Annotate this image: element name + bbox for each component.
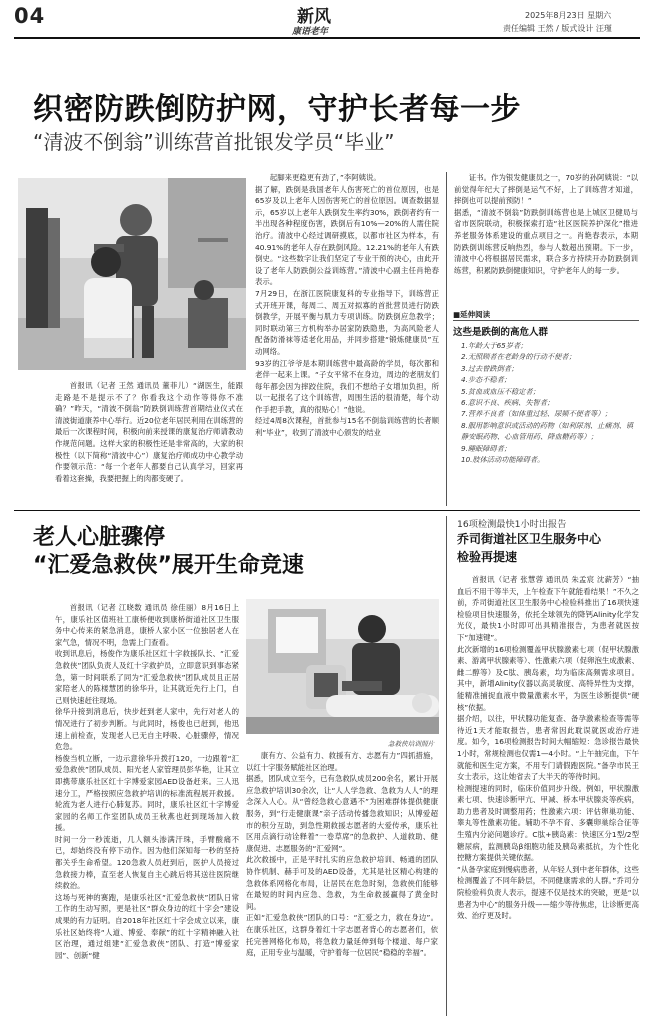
cpr-photo [246, 599, 439, 734]
editors-credit: 责任编辑 王然 / 版式设计 汪瑾 [503, 24, 612, 33]
sidebar-list-item: 8.服用影响意识或活动的药物（如利尿剂、止痛剂、镇静安眠药物、心血管用药、降血糖药等）； [461, 420, 634, 442]
sidebar-list-item: 4.步态不稳者； [461, 375, 511, 385]
article1-column-1: 首报讯（记者 王然 通讯员 董菲儿）“湖医生，能跟走路是不是提示不了？你看我这个动作等得你不准确？”昨天，“清波不倒翁”防跌倒训练营首期结业仪式在清波街道康养中心举行。近20位老年居民利用在训练营的最后一次课程时间，积极向前来授课的康复治疗师请教动作规范问题。这样大家的积极性还是非常高的，大家的积极性（以下简称“清波中心”）康复治疗师成功中心教学动作要领示范：“每一个老年人都要自己认真学习，回家再看着这套操，我要把握上的肉都变硬了。 [55, 381, 243, 483]
sidebar-tag: ■延伸阅读 [453, 310, 491, 319]
article3-body: 首报讯（记者 张慧蓉 通讯员 朱孟宸 沈薪芳）“抽血后不用干等半天，上午检查下午就能看结果！”不久之前，乔司街道社区卫生服务中心检验科推出了16项快速检验项目快速服务，依托全球领先的降钙Alinity化学发光仪，最快1小时即可出具精准报告，为患者就医按下“加速键”。 此次新增的16项检测覆盖甲状腺激素七项（促甲状腺激素、游离甲状腺素等）、性激素六项（促卵泡生成激素、雌二醇等）及C肽、胰岛素，均为临床高频需求项目。其中，新增Alinity仪器以高灵敏度、高特异性为支撑，能精准捕捉血液中微量激素水平，为医生诊断提供“硬核”依据。 据介绍，以往，甲状腺功能复查、备孕激素检查等需等待近1天才能取报告，患者常因此耽误就医或治疗进度。如今，16项检测报告时间大幅缩短：急诊报告最快1小时，常规检测也仅需1—4小时。“上午抽完血，下午就能和医生定方案，不用专门请假跑医院。”备孕市民王女士表示，这让她省去了大半天的等待时间。 检测提速的同时，临床价值同步升级。例如，甲状腺激素七项、快速诊断甲亢、甲减、桥本甲状腺炎等疾病，助力患者及时调整用药；性激素六项：评估卵巢功能、睾丸等性激素功能。辅助不孕不育、多囊卵巢综合征等生殖内分泌问题诊疗。C肽+胰岛素：快速区分1型/2型糖尿病，监测胰岛β细胞功能及胰岛素抵抗，为个性化控糖方案提供关键依据。 “从备孕家庭到慢病患者，从年轻人到中老年群体，这些检测覆盖了不同年龄层，不同健康需求的人群。”乔司分院检验科负责人表示，提速不仅是技术的突破，更是“以患者为中心”的服务升级——缩少等待焦虑，让诊断更高效、治疗更及时。 [457, 575, 639, 921]
sidebar-list-item: 9.睡眠障碍者； [461, 443, 511, 453]
sidebar-list-item: 5.贫血或血压不稳定者； [461, 386, 540, 396]
article3-headline-line2: 检验再提速 [457, 550, 518, 564]
article1-column-2: 起脚来更稳更有劲了，”李阿姨说。 据了解，跌倒是我国老年人伤害死亡的首位原因，也是65岁及以上老年人因伤害死亡的首位原因。调查数据显示，65岁以上老年人跌倒发生率约30%，跌倒者约有一半出现各种程度伤害，跌倒后有10%—20%的人需住院治疗。清波中心经过调研摸底，以都市社区为样本，有40.91%的老年人存在跌倒风险。12.21%的老年人有跌倒史。“这些数字让我们坚定了专业干预的决心，由此开设了老年人防跌倒公益训练营。”清波中心副主任肖艳春表示。 7月29日，在浙江医院康复科的专业指导下，训练营正式开班开课，每周二、周五对拟寡的首批营员进行防跌倒教学，开展平衡与肌力专项训练。防跌倒应急教学；同时联动第三方机构举办居家防跌隐患，为高风险老人配备防滑袜等适老化用品，并同步搭建“锻炼健康员”互动网络。 93岁的江爷爷是本期训练营中最高龄的学员，每次都和老伴一起来上课。“子女平常不在身边，周边的老朋友们每年都会因为摔跤住院，我们不想给子女增加负担，所以一起报名了这个训练营，周围生活的很清楚，每个动作手把手教，真的很贴心！”他说。 经过4周8次课程，首批参与15名不倒翁训练营的长者顺利“毕业”，收到了清波中心颁发的结业 [255, 173, 439, 438]
sidebar-rule [453, 320, 639, 321]
sidebar-title: 这些是跌倒的高危人群 [453, 327, 549, 338]
column-divider [446, 172, 447, 506]
sidebar-list-item: 1.年龄大于65岁者； [461, 341, 528, 350]
article2-column-2: 康有方、公益有力、救援有方、志愿有力”四抓措施，以红十字服务赋能社区治理。 据悉，团队成立至今，已有急救队成员200余名，累计开展应急救护培训30余次，让“人人学急救、急救为人人”的理念深入人心。从“曾经急救心意遇不”为困难群体提供健康服务，到“行走健康课”亲子活动传播急救知识；从博爱超市的积分互助，到急性期救援志愿者的大爱传承，康乐社区用点滴行动诠释着“一卷草席”的急救护、人道救助、健康促进、志愿服务的“汇爱网”。 此次救援中，正是平时扎实的应急救护培训、畅通的团队协作机制、赫手可及的AED设备，尤其是社区精心构建的急救体系网格化布局，让居民在危急时刻，急救侠们能够在最短的时间内应急、急救，为生命救援赢得了黄金时间。 正如“汇爱急救侠”团队的口号：“汇爱之力，救在身边”。在康乐社区，这群身着红十字志愿者背心的志愿者们，依托完善网格化布局，将急救力量延伸到每个楼道、每户家庭，正用专业与温暖，守护着每一位居民“稳稳的幸福”。 [246, 751, 438, 958]
article2-column-1: 首报讯（记者 江晓数 通讯员 徐佳丽）8月16日上午，康乐社区值班社工康桥便收到康桥街道社区卫生服务中心传来的紧急消息，康桥人家小区一位独居老人在家气急，情况不明，急需上门查看。 收到讯息后，杨俊作为康乐社区红十字救援队长、“汇爱急救侠”团队负责人及红十字救护员，立即意识到事态紧急，第一时间联系了同为“汇爱急救侠”团队成员且正居家陪老人的陈楼慧团的徐华升，让其就近先行上门，自己则快速赶往现场。 徐华升接到消息后，快步赶到老人家中，先行对老人的情况进行了初步判断。与此同时，杨俊也已赶到，他迅速上前检查，发现老人已无自主呼吸、心脏骤停，情况危急。 杨俊当机立断，一边示意徐华升拨打120，一边跟着“汇爱急救侠”团队成员、阳光老人家管理员彭华艳，让其立即携带康乐社区红十字博爱家园AED设备赶来。三人迅速分工，严格按照应急救护培训的标准流程展开救援。轮流为老人进行心肺复苏。同时，康乐社区红十字博爱家园的名师工作室团队成员王秋燕也赶到现场加入救援。 时间一分一秒流逝，几人额头渗满汗珠，手臂酸痛不已，却始终没有停下动作。因为他们深知每一秒的坚持都关乎生命希望。120急救人员赶到后，医护人员接过急救接力棒，直至老人恢复自主心跳后将其送往医院继续救治。 这场与死神的赛跑，是康乐社区“汇爱急救侠”团队日常工作的生动写照，更是社区“群众身边的红十字会”建设成果的有力证明。自2018年社区红十字会成立以来，康乐社区始终将“人道、博爱、奉献”的红十字精神融入社区治理，通过组建“汇爱急救侠”团队、打造“博爱家园”、创新“健 [55, 603, 239, 960]
article3-kicker: 16项检测最快1小时出报告 [457, 519, 567, 530]
article2-headline-line2: “汇爱急救侠”展开生命竞速 [33, 553, 304, 578]
cpr-photo-image [246, 599, 439, 734]
issue-date: 2025年8月23日 星期六 [525, 11, 612, 20]
sidebar-list-item: 2.无照顾者在老龄身的行动不便者； [461, 352, 576, 362]
training-photo [18, 178, 246, 370]
article1-headline: 织密防跌倒防护网，守护长者每一步 [33, 92, 521, 127]
section-separator [14, 510, 640, 511]
article3-headline-line1: 乔司街道社区卫生服务中心 [457, 532, 602, 546]
column-divider [446, 516, 447, 1016]
sidebar-list-item: 10.肢体活动功能障碍者。 [461, 455, 545, 465]
section-title: 新风 [297, 7, 331, 27]
masthead-rule [14, 37, 640, 39]
sidebar-list [461, 340, 639, 465]
page-number: 04 [14, 4, 46, 28]
article2-headline-line1: 老人心脏骤停 [33, 525, 166, 550]
sidebar-list-item: 6.意识不良、疾病、失智者； [461, 398, 555, 408]
article1-subheadline: “清波不倒翁”训练营首批银发学员“毕业” [33, 130, 395, 154]
sidebar-list-item: 7.营养不良者（如体重过轻、尿频不便者等）； [461, 409, 612, 419]
training-photo-image [18, 178, 246, 370]
sidebar-list-item: 3.过去曾跌倒者； [461, 363, 519, 373]
section-subtitle: 康语老年 [292, 27, 329, 37]
cpr-photo-caption: 急救侠培训照片 [388, 740, 435, 748]
article1-column-3: 证书。作为银发健康员之一，70岁的孙阿姨说：“以前觉得年纪大了摔倒是运气不好，上了训练营才知道，摔倒也可以提前预防！” 据悉，“清波不倒翁”防跌倒训练营也是上城区卫健局与省市医院联动，积极探索打造“社区医院养护深化”推进养老服务体系建设的重点项目之一。肖艳春表示，本期防跌倒训练营反响热烈，参与人数超出预期。下一步，清波中心将根据居民需求，联合多方持续开办防跌倒训练营，积累防跌倒健康知识，守护老年人的每一步。 [454, 173, 638, 275]
